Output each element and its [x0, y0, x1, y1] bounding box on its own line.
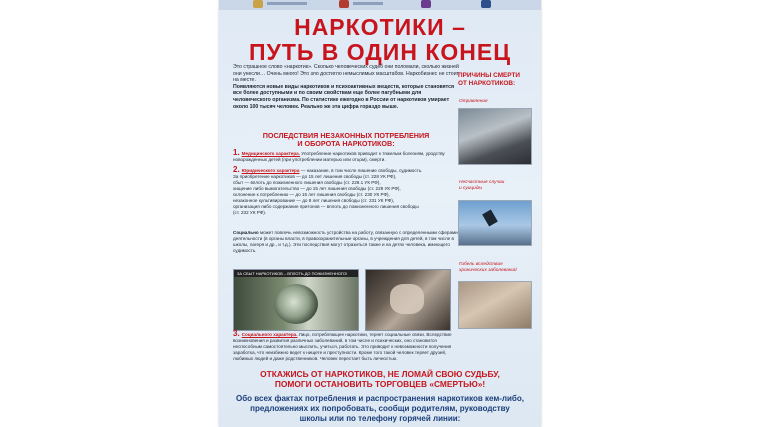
consequence-medical [233, 150, 459, 163]
item-number: 1. [233, 148, 240, 157]
org-text-line [353, 2, 383, 5]
disease-photo [458, 281, 532, 329]
death-causes-title-line2: ОТ НАРКОТИКОВ: [458, 80, 516, 87]
death-causes-title [458, 72, 536, 88]
coat-of-arms-icon [339, 0, 349, 8]
drug-user-photo [365, 269, 451, 331]
consequence-social [233, 331, 459, 362]
legal-line: хищение либо вымогательство — до 15 лет лишения свободы (ст. 229 УК РФ), [233, 186, 401, 191]
poster-title-line2: ПУТЬ В ОДИН КОНЕЦ [249, 39, 511, 65]
photo-caption: ЗА СБЫТ НАРКОТИКОВ – ВПЛОТЬ ДО ПОЖИЗНЕННОГО! [234, 270, 358, 277]
logo-icon [421, 0, 431, 8]
consequences-title-line1: ПОСЛЕДСТВИЯ НЕЗАКОННЫХ ПОТРЕБЛЕНИЯ [262, 131, 430, 140]
cause-poisoning-label: Отравление [459, 99, 488, 104]
legal-line: — наказание, в том числе лишение свободы, судимость. [300, 168, 423, 173]
item-text: Лицо, потребляющее наркотики, теряет социальные связи. Вследствие возникновения и развития различных заболеваний, в том числе и психических, оно становится неспособным самостоятельно мыслить, учиться, работать. Это приводит к невозможности получения заработка, что неизбежно ведет к нищете и преступности. Кроме того такой человек теряет друзей, любимых людей и даже родственников. Человек перестает быть личностью. [233, 332, 452, 361]
poisoning-photo [458, 108, 532, 165]
intro-paragraph-1: Это страшное слово «наркотик». Сколько человеческих судеб они поломали, сколько жизней они унесли… Очень много! Это зло достигло немыслимых масштабов. Наркобизнес не стоит на месте. [233, 64, 459, 84]
cta-line2: ПОМОГИ ОСТАНОВИТЬ ТОРГОВЦЕВ «СМЕРТЬЮ»! [274, 378, 486, 389]
falling-person-photo [458, 200, 532, 246]
call-to-action [219, 370, 541, 389]
legal-line: склонение к потреблению — до 15 лет лишения свободы (ст. 230 УК РФ), [233, 192, 390, 197]
social-consequence-note [233, 230, 459, 254]
intro-paragraph-2: Появляются новые виды наркотиков и психоактивных веществ, которые становятся все более доступными и по своим свойствам еще более пагубными для человеческого организма. По статистике ежегодно в России от наркотиков умирает около 100 тысяч человек. Реально же эта цифра гораздо выше. [233, 83, 455, 110]
item-heading: Юридического характера [241, 168, 300, 173]
social-note-heading: Социально [233, 230, 259, 235]
item-number: 2. [233, 165, 240, 174]
hotline-info-line2: предложениях их попробовать, сообщи родителям, руководству [250, 404, 510, 413]
poster [219, 0, 541, 427]
handcuffs-photo [233, 269, 359, 331]
item-text: Употребление наркотиков приводит к тяжелым болезням, уродству новорожденных детей (при употреблении матерью или отцом), смерти. [233, 151, 445, 162]
police-badge-icon [481, 0, 491, 8]
poster-title-line1: НАРКОТИКИ – [294, 14, 466, 40]
cause-diseases-line1: Гибель вследствие [459, 262, 503, 267]
org-text-line [267, 2, 307, 5]
item-heading: Медицинского характера. [241, 151, 300, 156]
cause-accidents-label [459, 180, 537, 191]
poster-header-bar [219, 0, 541, 10]
handcuff-shape [274, 284, 318, 324]
item-heading: Социального характера. [241, 332, 298, 337]
cause-diseases-label [459, 262, 537, 273]
emblem-icon [253, 0, 263, 8]
social-note-text: может повлечь невозможность устройства на работу, связанную с определенными сферами деятельности (в органы власти, в правоохранительные органы, в учреждения для детей, в том числе в школы, лагеря и др., и т.д.). Эти последствия могут отразиться также и на детях человека, имеющего судимость. [233, 230, 458, 253]
person-silhouette [482, 209, 498, 226]
hand-shape [390, 284, 424, 314]
cause-diseases-line2: хронических заболеваний [459, 267, 517, 273]
intro-text [233, 64, 459, 110]
cause-accidents-line2: и суициды [459, 185, 483, 191]
legal-line: За приобретение наркотиков — до 15 лет лишения свободы (ст. 228 УК РФ), [233, 174, 397, 179]
hotline-info [219, 394, 541, 424]
hotline-info-line1: Обо всех фактах потребления и распространения наркотиков кем-либо, [236, 394, 524, 403]
legal-line: организация либо содержание притонов — вплоть до пожизненного лишения свободы [233, 204, 419, 209]
hotline-info-line3: школы или по телефону горячей линии: [299, 414, 461, 423]
consequence-legal [233, 167, 459, 216]
legal-line: сбыт — вплоть до пожизненного лишения свободы (ст. 228.1 УК РФ), [233, 180, 381, 185]
legal-line: незаконное культивирование — до 8 лет лишения свободы (ст. 231 УК РФ), [233, 198, 395, 203]
item-number: 3. [233, 329, 240, 338]
cta-line1: ОТКАЖИСЬ ОТ НАРКОТИКОВ, НЕ ЛОМАЙ СВОЮ СУДЬБУ, [260, 369, 500, 379]
consequences-title [233, 132, 459, 148]
legal-line: (ст. 232 УК РФ). [233, 210, 267, 215]
consequences-title-line2: И ОБОРОТА НАРКОТИКОВ: [297, 139, 395, 148]
death-causes-title-line1: ПРИЧИНЫ СМЕРТИ [458, 72, 520, 79]
cause-accidents-line1: Несчастные случаи [459, 180, 505, 185]
